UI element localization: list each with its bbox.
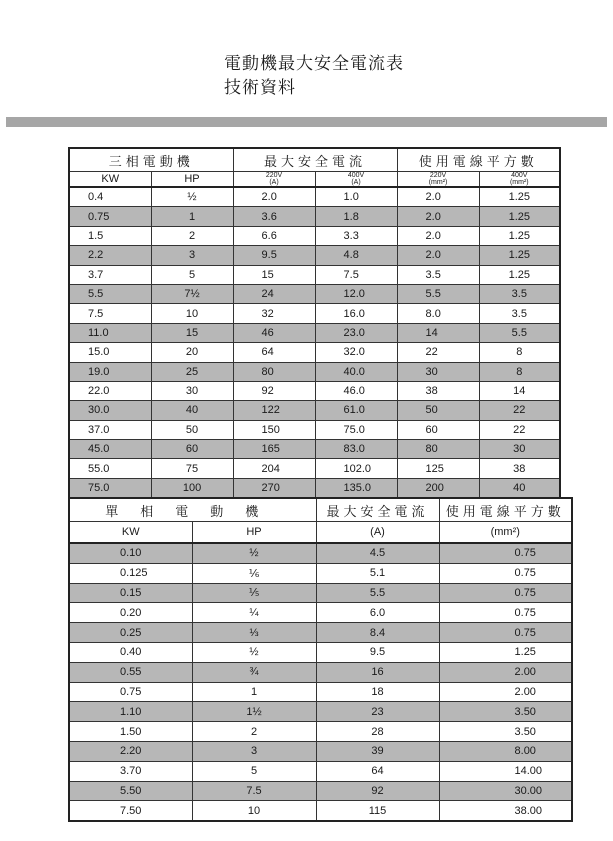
single-phase-current-header: 最大安全電流: [316, 498, 439, 522]
cell-hp: 5: [192, 761, 316, 781]
three-phase-group-header: [69, 148, 560, 172]
cell-w: 1.25: [439, 642, 572, 662]
three-phase-body: [69, 187, 560, 498]
table-row: [69, 246, 560, 265]
title-line-1: 電動機最大安全電流表: [224, 54, 404, 74]
cell-kw: 1.10: [69, 702, 192, 722]
wire-400v-unit: (mm²): [509, 179, 529, 186]
cell-hp: 7.5: [192, 781, 316, 801]
table-row: [69, 761, 572, 781]
cell-hp: ⅕: [192, 583, 316, 603]
cell-w220: 200: [397, 478, 479, 498]
table-row: [69, 603, 572, 623]
cell-a: 18: [316, 682, 439, 702]
cell-w: 0.75: [439, 603, 572, 623]
table-row: [69, 420, 560, 439]
table-row: [69, 323, 560, 342]
cell-w400: 38: [479, 459, 560, 478]
cell-w400: 30: [479, 440, 560, 459]
cell-hp: 5: [151, 265, 233, 284]
cell-kw: 0.75: [69, 682, 192, 702]
current-400v-unit: (A): [351, 179, 361, 186]
cell-hp: 40: [151, 401, 233, 420]
cell-a220: 3.6: [233, 207, 315, 226]
three-phase-column-header: [69, 172, 560, 188]
three-phase-table: [68, 147, 561, 499]
table-row: [69, 362, 560, 381]
cell-w220: 30: [397, 362, 479, 381]
cell-a400: 3.3: [315, 226, 397, 245]
wire-400v-label: 400V: [511, 172, 528, 179]
current-400v-header: [315, 172, 397, 188]
table-row: [69, 478, 560, 498]
three-phase-motor-header: 三相電動機: [69, 148, 233, 172]
cell-w400: 8: [479, 343, 560, 362]
table-row: [69, 304, 560, 323]
cell-kw: 5.50: [69, 781, 192, 801]
three-phase-wire-header: 使用電線平方數: [397, 148, 560, 172]
single-phase-wire-header: 使用電線平方數: [439, 498, 572, 522]
cell-a: 39: [316, 741, 439, 761]
cell-hp: ½: [192, 543, 316, 563]
cell-kw: 19.0: [69, 362, 151, 381]
table-row: [69, 741, 572, 761]
table-row: [69, 440, 560, 459]
cell-a: 6.0: [316, 603, 439, 623]
cell-w400: 3.5: [479, 284, 560, 303]
cell-a220: 64: [233, 343, 315, 362]
wire-220v-unit: (mm²): [428, 179, 448, 186]
cell-a400: 75.0: [315, 420, 397, 439]
cell-w400: 5.5: [479, 323, 560, 342]
cell-a220: 204: [233, 459, 315, 478]
cell-a400: 83.0: [315, 440, 397, 459]
cell-kw: 0.15: [69, 583, 192, 603]
cell-a220: 32: [233, 304, 315, 323]
cell-hp: 1: [192, 682, 316, 702]
cell-w400: 22: [479, 401, 560, 420]
cell-w: 3.50: [439, 702, 572, 722]
table-row: [69, 682, 572, 702]
cell-w: 0.75: [439, 563, 572, 583]
current-400v-label: 400V: [347, 172, 365, 179]
table-row: [69, 265, 560, 284]
cell-kw: 0.55: [69, 662, 192, 682]
cell-w220: 22: [397, 343, 479, 362]
cell-kw: 3.7: [69, 265, 151, 284]
header-divider: [6, 117, 607, 127]
cell-hp: ½: [151, 187, 233, 207]
cell-kw: 45.0: [69, 440, 151, 459]
table-row: [69, 623, 572, 643]
cell-w: 0.75: [439, 583, 572, 603]
cell-w: 2.00: [439, 662, 572, 682]
kw-header: KW: [69, 172, 151, 188]
cell-w400: 1.25: [479, 265, 560, 284]
cell-kw: 0.20: [69, 603, 192, 623]
cell-kw: 7.5: [69, 304, 151, 323]
cell-hp: ⅓: [192, 623, 316, 643]
cell-w: 30.00: [439, 781, 572, 801]
cell-a: 16: [316, 662, 439, 682]
cell-w400: 3.5: [479, 304, 560, 323]
wire-220v-label: 220V: [429, 172, 447, 179]
cell-kw: 2.2: [69, 246, 151, 265]
cell-a: 4.5: [316, 543, 439, 563]
cell-a220: 92: [233, 381, 315, 400]
table-row: [69, 801, 572, 821]
cell-w220: 38: [397, 381, 479, 400]
table-row: [69, 226, 560, 245]
cell-a400: 4.8: [315, 246, 397, 265]
cell-kw: 22.0: [69, 381, 151, 400]
cell-hp: 25: [151, 362, 233, 381]
cell-kw: 37.0: [69, 420, 151, 439]
cell-kw: 7.50: [69, 801, 192, 821]
cell-hp: 2: [151, 226, 233, 245]
cell-a400: 61.0: [315, 401, 397, 420]
cell-kw: 75.0: [69, 478, 151, 498]
cell-hp: 2: [192, 722, 316, 742]
cell-w220: 125: [397, 459, 479, 478]
cell-w220: 14: [397, 323, 479, 342]
cell-a220: 2.0: [233, 187, 315, 207]
cell-w400: 8: [479, 362, 560, 381]
table-row: [69, 343, 560, 362]
single-phase-table: [68, 497, 573, 822]
cell-a220: 46: [233, 323, 315, 342]
cell-kw: 55.0: [69, 459, 151, 478]
table-row: [69, 702, 572, 722]
cell-w220: 50: [397, 401, 479, 420]
cell-w220: 2.0: [397, 246, 479, 265]
cell-a220: 15: [233, 265, 315, 284]
table-row: [69, 459, 560, 478]
cell-w: 0.75: [439, 543, 572, 563]
wire-220v-header: [397, 172, 479, 188]
current-220v-header: [233, 172, 315, 188]
cell-w400: 1.25: [479, 226, 560, 245]
cell-w: 2.00: [439, 682, 572, 702]
cell-a400: 46.0: [315, 381, 397, 400]
cell-a220: 24: [233, 284, 315, 303]
cell-a400: 135.0: [315, 478, 397, 498]
cell-a220: 150: [233, 420, 315, 439]
cell-kw: 0.125: [69, 563, 192, 583]
cell-a400: 40.0: [315, 362, 397, 381]
hp-header: HP: [151, 172, 233, 188]
table-row: [69, 583, 572, 603]
cell-a: 9.5: [316, 642, 439, 662]
cell-a220: 80: [233, 362, 315, 381]
cell-a: 28: [316, 722, 439, 742]
cell-w220: 5.5: [397, 284, 479, 303]
cell-a: 115: [316, 801, 439, 821]
cell-a: 8.4: [316, 623, 439, 643]
table-row: [69, 543, 572, 563]
cell-hp: 7½: [151, 284, 233, 303]
cell-kw: 11.0: [69, 323, 151, 342]
cell-kw: 2.20: [69, 741, 192, 761]
cell-w: 14.00: [439, 761, 572, 781]
table-row: [69, 284, 560, 303]
cell-a: 23: [316, 702, 439, 722]
title-line-2: 技術資料: [224, 78, 296, 98]
single-hp-header: HP: [192, 522, 316, 544]
cell-w220: 3.5: [397, 265, 479, 284]
cell-kw: 0.75: [69, 207, 151, 226]
cell-hp: 60: [151, 440, 233, 459]
cell-hp: ¼: [192, 603, 316, 623]
single-phase-motor-header: 單相電動機: [69, 498, 316, 522]
single-phase-column-header: [69, 522, 572, 544]
cell-w220: 60: [397, 420, 479, 439]
cell-hp: 100: [151, 478, 233, 498]
page-title: [224, 52, 404, 100]
cell-w220: 2.0: [397, 226, 479, 245]
cell-w400: 22: [479, 420, 560, 439]
cell-a: 92: [316, 781, 439, 801]
cell-w220: 2.0: [397, 207, 479, 226]
single-kw-header: KW: [69, 522, 192, 544]
cell-hp: 10: [192, 801, 316, 821]
cell-a400: 12.0: [315, 284, 397, 303]
cell-a400: 7.5: [315, 265, 397, 284]
cell-w400: 14: [479, 381, 560, 400]
wire-400v-header: [479, 172, 560, 188]
cell-hp: ¾: [192, 662, 316, 682]
cell-kw: 3.70: [69, 761, 192, 781]
cell-hp: 15: [151, 323, 233, 342]
cell-hp: 20: [151, 343, 233, 362]
cell-kw: 0.25: [69, 623, 192, 643]
cell-w400: 1.25: [479, 246, 560, 265]
cell-a220: 165: [233, 440, 315, 459]
cell-a400: 1.0: [315, 187, 397, 207]
cell-hp: 1: [151, 207, 233, 226]
cell-a220: 122: [233, 401, 315, 420]
current-220v-unit: (A): [269, 179, 279, 186]
cell-w: 8.00: [439, 741, 572, 761]
cell-hp: 1½: [192, 702, 316, 722]
three-phase-current-header: 最大安全電流: [233, 148, 397, 172]
cell-a: 5.1: [316, 563, 439, 583]
cell-w400: 1.25: [479, 207, 560, 226]
table-row: [69, 207, 560, 226]
cell-kw: 30.0: [69, 401, 151, 420]
cell-w220: 80: [397, 440, 479, 459]
cell-w: 3.50: [439, 722, 572, 742]
cell-hp: 3: [192, 741, 316, 761]
table-row: [69, 722, 572, 742]
cell-kw: 0.40: [69, 642, 192, 662]
single-phase-group-header: [69, 498, 572, 522]
cell-a220: 9.5: [233, 246, 315, 265]
table-row: [69, 642, 572, 662]
cell-w400: 1.25: [479, 187, 560, 207]
cell-a220: 270: [233, 478, 315, 498]
cell-w400: 40: [479, 478, 560, 498]
cell-kw: 1.50: [69, 722, 192, 742]
cell-kw: 0.4: [69, 187, 151, 207]
cell-w220: 2.0: [397, 187, 479, 207]
cell-kw: 5.5: [69, 284, 151, 303]
cell-a400: 1.8: [315, 207, 397, 226]
cell-hp: 3: [151, 246, 233, 265]
table-row: [69, 187, 560, 207]
single-phase-body: [69, 543, 572, 821]
cell-kw: 0.10: [69, 543, 192, 563]
table-row: [69, 563, 572, 583]
single-current-header: (A): [316, 522, 439, 544]
cell-a400: 16.0: [315, 304, 397, 323]
cell-hp: 75: [151, 459, 233, 478]
cell-hp: 30: [151, 381, 233, 400]
table-row: [69, 662, 572, 682]
table-row: [69, 781, 572, 801]
current-220v-label: 220V: [265, 172, 283, 179]
cell-a400: 102.0: [315, 459, 397, 478]
cell-kw: 1.5: [69, 226, 151, 245]
cell-w220: 8.0: [397, 304, 479, 323]
cell-hp: 50: [151, 420, 233, 439]
cell-hp: ½: [192, 642, 316, 662]
cell-hp: ⅙: [192, 563, 316, 583]
cell-w: 38.00: [439, 801, 572, 821]
cell-hp: 10: [151, 304, 233, 323]
cell-a400: 32.0: [315, 343, 397, 362]
single-wire-header: (mm²): [439, 522, 572, 544]
cell-a220: 6.6: [233, 226, 315, 245]
table-row: [69, 381, 560, 400]
cell-a: 64: [316, 761, 439, 781]
cell-a400: 23.0: [315, 323, 397, 342]
cell-kw: 15.0: [69, 343, 151, 362]
table-row: [69, 401, 560, 420]
cell-w: 0.75: [439, 623, 572, 643]
cell-a: 5.5: [316, 583, 439, 603]
